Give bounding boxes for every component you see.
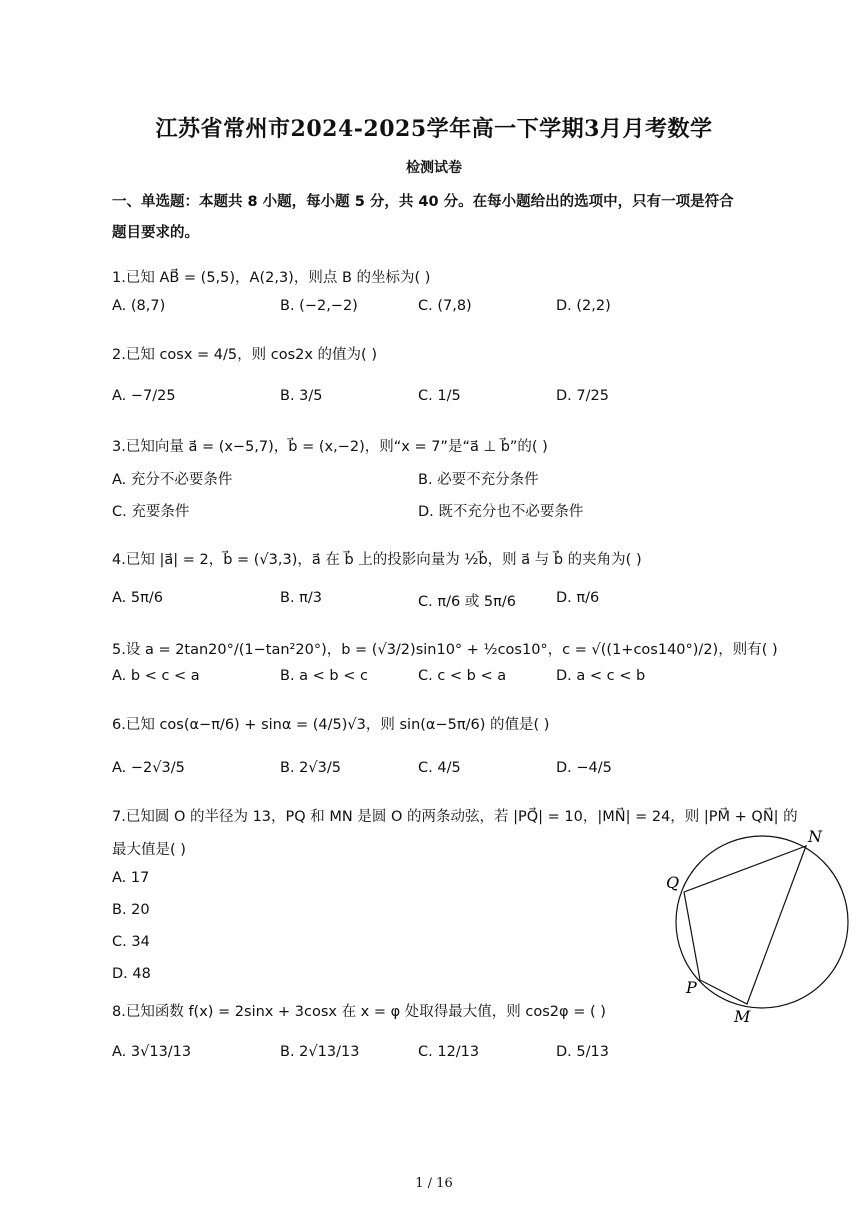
q1-option-b: B. (−2,−2) [280,298,358,314]
q7-option-a: A. 17 [112,870,150,886]
q5-option-c: C. c < b < a [418,668,507,684]
q1-option-a: A. (8,7) [112,298,166,314]
q5-option-d: D. a < c < b [556,668,646,684]
q8-option-c: C. 12/13 [418,1044,480,1060]
q3-option-b: B. 必要不充分条件 [418,472,539,488]
q1-option-d: D. (2,2) [556,298,611,314]
q3-option-d: D. 既不充分也不必要条件 [418,504,584,520]
q3-option-c: C. 充要条件 [112,504,190,520]
q5-option-a: A. b < c < a [112,668,200,684]
q4-option-b: B. π/3 [280,590,323,606]
label-p: P [686,978,697,997]
q4-option-a: A. 5π/6 [112,590,163,606]
question-1-stem: 1.已知 AB⃗ = (5,5)，A(2,3)，则点 B 的坐标为( ) [112,270,431,286]
quadrilateral-qnmp [684,846,806,1004]
q8-option-b: B. 2√13/13 [280,1044,360,1060]
label-m: M [734,1007,751,1026]
question-4-stem: 4.已知 |a⃗| = 2，b⃗ = (√3,3)，a⃗ 在 b⃗ 上的投影向量为 ½b⃗，则 a⃗ 与 b⃗ 的夹角为( ) [112,552,642,568]
q8-option-d: D. 5/13 [556,1044,609,1060]
q2-option-c: C. 1/5 [418,388,461,404]
question-8-stem: 8.已知函数 f(x) = 2sinx + 3cosx 在 x = φ 处取得最大值，则 cos2φ = ( ) [112,1004,606,1020]
section-heading-cont: 题目要求的。 [112,225,199,241]
section-heading: 一、单选题：本题共 8 小题，每小题 5 分，共 40 分。在每小题给出的选项中，只有一项是符合 [112,194,734,210]
q5-option-b: B. a < b < c [280,668,368,684]
q2-option-d: D. 7/25 [556,388,609,404]
q7-option-b: B. 20 [112,902,150,918]
q8-option-a: A. 3√13/13 [112,1044,192,1060]
q4-option-d: D. π/6 [556,590,600,606]
question-2-stem: 2.已知 cosx = 4/5，则 cos2x 的值为( ) [112,347,377,363]
label-n: N [808,827,822,846]
q7-option-d: D. 48 [112,966,151,982]
question-3-stem: 3.已知向量 a⃗ = (x−5,7)，b⃗ = (x,−2)，则“x = 7”是“a⃗ ⊥ b⃗”的( ) [112,439,548,455]
page-title: 江苏省常州市2024-2025学年高一下学期3月月考数学 [155,116,713,142]
q3-option-a: A. 充分不必要条件 [112,472,233,488]
question-7-stem-cont: 最大值是( ) [112,842,186,858]
q4-option-c: C. π/6 或 5π/6 [418,594,516,610]
q7-option-c: C. 34 [112,934,150,950]
q6-option-b: B. 2√3/5 [280,760,341,776]
page-subtitle: 检测试卷 [406,160,462,176]
circle-chord-figure [662,826,858,1026]
page-number: 1 / 16 [415,1176,453,1191]
q6-option-d: D. −4/5 [556,760,612,776]
q2-option-a: A. −7/25 [112,388,176,404]
circle-o [676,836,848,1008]
question-7-stem: 7.已知圆 O 的半径为 13，PQ 和 MN 是圆 O 的两条动弦，若 |PQ⃗| = 10，|MN⃗| = 24，则 |PM⃗ + QN⃗| 的 [112,809,798,825]
q2-option-b: B. 3/5 [280,388,323,404]
question-6-stem: 6.已知 cos(α−π/6) + sinα = (4/5)√3，则 sin(α−5π/6) 的值是( ) [112,717,550,733]
q1-option-c: C. (7,8) [418,298,472,314]
label-q: Q [666,873,680,892]
q6-option-c: C. 4/5 [418,760,461,776]
question-5-stem: 5.设 a = 2tan20°/(1−tan²20°)，b = (√3/2)sin10° + ½cos10°，c = √((1+cos140°)/2)，则有( ) [112,642,778,658]
q6-option-a: A. −2√3/5 [112,760,185,776]
